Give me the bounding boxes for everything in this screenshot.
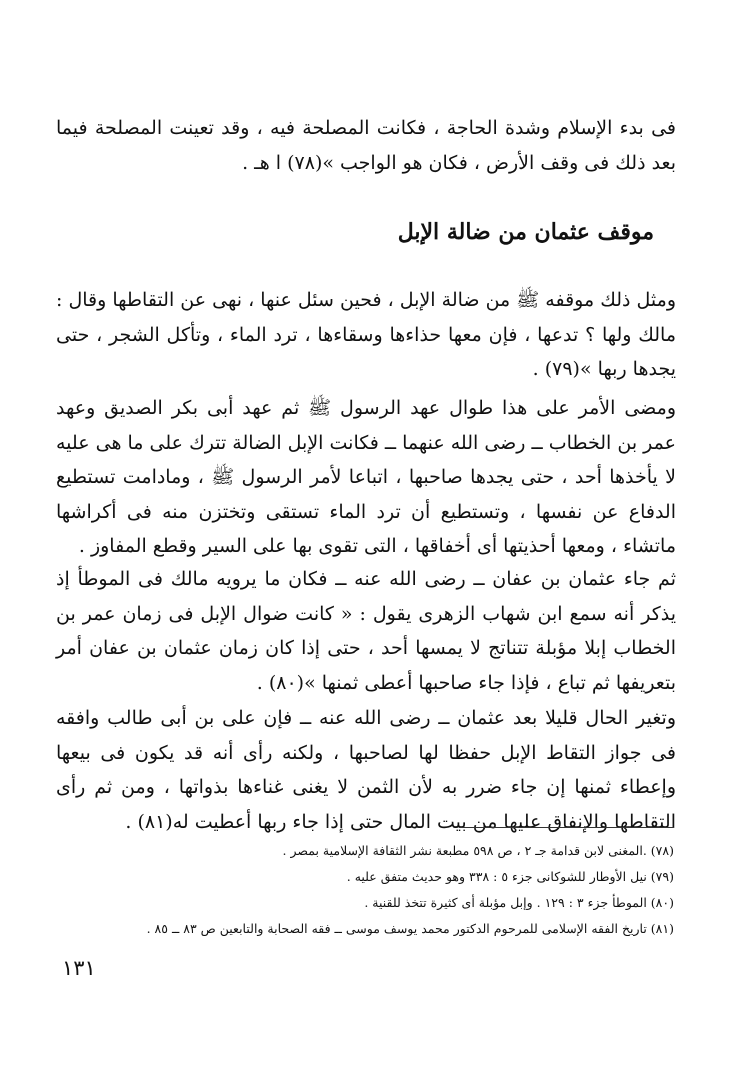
body-paragraph-intro: فى بدء الإسلام وشدة الحاجة ، فكانت المصلحة فيه ، وقد تعينت المصلحة فيما بعد ذلك فى وقف الأرض ، فكان هو الواجب »(٧٨) ا هـ . bbox=[56, 117, 676, 174]
body-paragraph-1: ومثل ذلك موقفه ﷺ من ضالة الإبل ، فحين سئل عنها ، نهى عن التقاطها وقال : مالك ولها ؟ تدعها ، فإن معها حذاءها وسقاءها ، ترد الماء ، وتأكل الشجر ، حتى يجدها ربها »(٧٩) . bbox=[56, 289, 676, 380]
footnote-81: (٨١) تاريخ الفقه الإسلامى للمرحوم الدكتور محمد يوسف موسى ــ فقه الصحابة والتابعين ص ٨٣ ــ ٨٥ . bbox=[146, 921, 674, 936]
section-heading: موقف عثمان من ضالة الإبل bbox=[397, 219, 654, 246]
page-number: ١٣١ bbox=[62, 956, 96, 980]
footnote-80: (٨٠) الموطأ جزء ٣ : ١٢٩ . وإبل مؤبلة أى كثيرة تتخذ للقنية . bbox=[364, 895, 674, 910]
body-paragraph-2: ومضى الأمر على هذا طوال عهد الرسول ﷺ ثم عهد أبى بكر الصديق وعهد عمر بن الخطاب ــ رضى الله عنهما ــ فكانت الإبل الضالة تترك على ما هى عليه لا يأخذها أحد ، حتى يجدها صاحبها ، اتباعا لأمر الرسول ﷺ ، ومادامت تستطيع الدفاع عن نفسها ، وتستطيع أن ترد الماء تستقى وتختزن منه فى أكراشها ماتشاء ، ومعها أحذيتها أى أخفاقها ، التى تقوى بها على السير وقطع المفاوز . bbox=[56, 397, 676, 557]
footnote-divider bbox=[459, 827, 674, 828]
body-paragraph-4: وتغير الحال قليلا بعد عثمان ــ رضى الله عنه ــ فإن على بن أبى طالب وافقه فى جواز التقاط الإبل حفظا لها لصاحبها ، ولكنه رأى أنه قد يكون فى بيعها وإعطاء ثمنها إن جاء ضرر به لأن الثمن لا يغنى غناءها بذواتها ، ومن ثم رأى التقاطها والإنفاق عليها من بيت المال حتى إذا جاء ربها أعطيت له(٨١) . bbox=[56, 707, 676, 833]
body-paragraph-3: ثم جاء عثمان بن عفان ــ رضى الله عنه ــ فكان ما يرويه مالك فى الموطأ إذ يذكر أنه سمع ابن شهاب الزهرى يقول : « كانت ضوال الإبل فى زمان عمر بن الخطاب إبلا مؤبلة تتناتج لا يمسها أحد ، حتى إذا كان زمان عثمان بن عفان أمر بتعريفها ثم تباع ، فإذا جاء صاحبها أعطى ثمنها »(٨٠) . bbox=[56, 568, 676, 694]
footnotes bbox=[64, 838, 674, 942]
footnote-78: (٧٨) .المغنى لابن قدامة جـ ٢ ، ص ٥٩٨ مطبعة نشر الثقافة الإسلامية بمصر . bbox=[282, 843, 674, 858]
footnote-79: (٧٩) نيل الأوطار للشوكانى جزء ٥ : ٣٣٨ وهو حديث متفق عليه . bbox=[346, 869, 674, 884]
